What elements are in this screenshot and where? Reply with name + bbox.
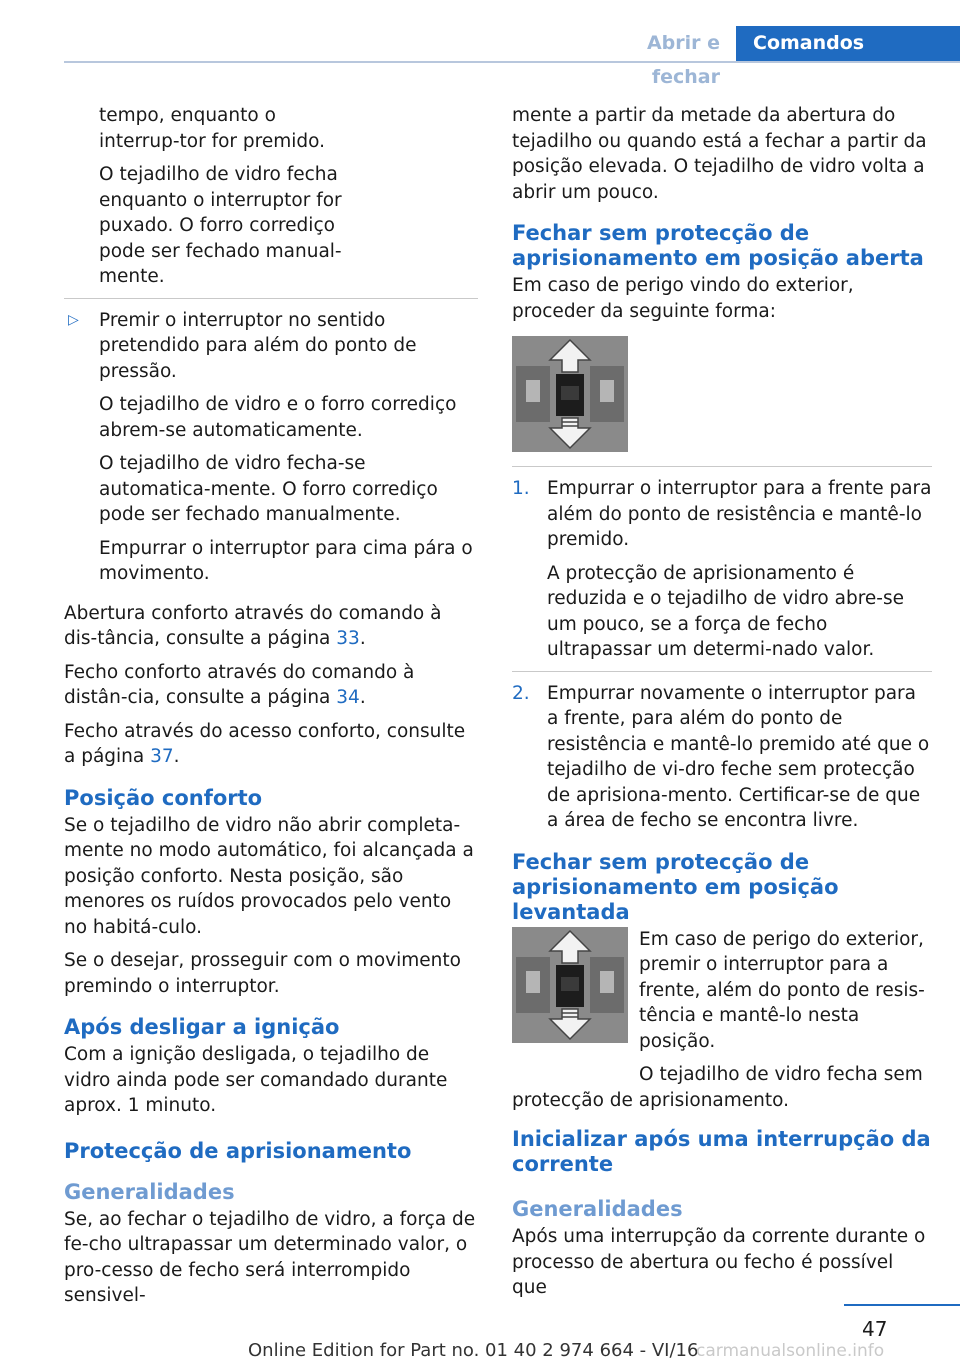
bullet-text: Empurrar o interruptor para cima pára o movimento. [99,537,473,584]
paragraph: Se o desejar, prosseguir com o movimento premindo o interruptor. [64,950,461,997]
paragraph-ref [64,601,478,652]
ref-text: Fecho conforto através do comando à distân-cia, consulte a página [64,661,415,708]
section-tab[interactable]: Abrir e fechar [646,32,720,88]
paragraph: tempo, enquanto o interrup-tor for premido. [99,105,326,152]
paragraph: Se, ao fechar o tejadilho de vidro, a força de fe-cho ultrapassar um determinado valor, o pro-cesso de fecho será interrompido sensivel- [64,1208,476,1306]
step-text: Empurrar o interruptor para a frente para além do ponto de resistência e mantê-lo premido. [547,478,932,550]
step-text: A protecção de aprisionamento é reduzida e o tejadilho de vidro abre-se um pouco, se a força de fecho ultrapassar um determi-nado valor. [547,562,904,660]
step-number: 1. [512,478,530,499]
chapter-tab[interactable]: Comandos [736,26,960,62]
subheading-general: Generalidades [64,1179,235,1204]
period: . [173,746,180,767]
paragraph: Se o tejadilho de vidro não abrir completa-mente no modo automático, foi alcançada a posição conforto. Nesta posição, são menores os ruídos provocados pelo vento no habitá-culo. [64,814,474,938]
paragraph-ref [64,719,478,770]
header-rule [64,61,960,63]
paragraph: Após uma interrupção da corrente durante o processo de abertura ou fecho é possível que [512,1226,926,1298]
page-link-37[interactable]: 37 [150,746,174,767]
paragraph: Em caso de perigo do exterior, premir o interruptor para a frente, além do ponto de resis-tência e mantê-lo nesta posição. [639,928,925,1052]
heading-pinch-protection: Protecção de aprisionamento [64,1138,412,1163]
step-1 [512,476,932,663]
right-column [512,103,932,1309]
step-number: 2. [512,682,530,704]
period: . [359,687,366,708]
divider [512,466,932,467]
paragraph: mente a partir da metade da abertura do tejadilho ou quando está a fechar a partir da posição elevada. O tejadilho de vidro volta a abrir um pouco. [512,105,927,203]
watermark: carmanualsonline.info [696,1341,885,1361]
bullet-text: O tejadilho de vidro e o forro corrediço abrem-se automaticamente. [99,394,457,441]
heading-after-ignition: Após desligar a ignição [64,1015,340,1039]
bullet-item [64,308,478,587]
page-link-33[interactable]: 33 [336,628,360,649]
heading-close-raised-position: Fechar sem protecção de aprisionamento em posição levantada [512,849,839,924]
switch-illustration [512,927,628,1043]
triangle-bullet-icon: ▷ [68,311,79,328]
paragraph: Com a ignição desligada, o tejadilho de vidro ainda pode ser comandado durante aprox. 1 minuto. [64,1044,448,1116]
paragraph-ref [64,660,478,711]
roof-switch-icon [512,336,628,452]
period: . [359,628,366,649]
divider [64,298,478,299]
page-link-34[interactable]: 34 [336,687,360,708]
bullet-text: O tejadilho de vidro fecha-se automatica-mente. O forro corrediço pode ser fechado manualmente. [99,453,438,525]
roof-switch-icon [512,927,628,1043]
subheading-general: Generalidades [512,1197,683,1221]
heading-init-after-power: Inicializar após uma interrupção da corrente [512,1127,931,1176]
ref-text: Abertura conforto através do comando à dis-tância, consulte a página [64,602,442,649]
footer-rule [844,1304,960,1306]
heading-close-open-position: Fechar sem protecção de aprisionamento em posição aberta [512,221,924,270]
edition-line: Online Edition for Part no. 01 40 2 974 664 - VI/16 [248,1340,699,1361]
divider [512,671,932,672]
heading-comfort-position: Posição conforto [64,785,263,810]
paragraph: O tejadilho de vidro fecha sem protecção de aprisionamento. [512,1064,923,1111]
left-column [64,103,478,1317]
paragraph: O tejadilho de vidro fecha enquanto o interruptor for puxado. O forro corrediço pode ser fechado manual-mente. [99,164,342,287]
step-2 [512,681,932,834]
switch-illustration [512,336,628,452]
figure-with-text [512,927,932,1114]
ref-text: Fecho através do acesso conforto, consulte a página [64,720,466,767]
page-number: 47 [862,1317,888,1341]
bullet-text: Premir o interruptor no sentido pretendido para além do ponto de pressão. [99,309,417,382]
paragraph: Em caso de perigo vindo do exterior, proceder da seguinte forma: [512,275,854,322]
step-text: Empurrar novamente o interruptor para a frente, para além do ponto de resistência e mantê-lo premido até que o tejadilho de vi-dro feche sem protecção de aprisiona-mento. Certificar-se de que a área de fecho se encontra livre. [547,682,930,831]
